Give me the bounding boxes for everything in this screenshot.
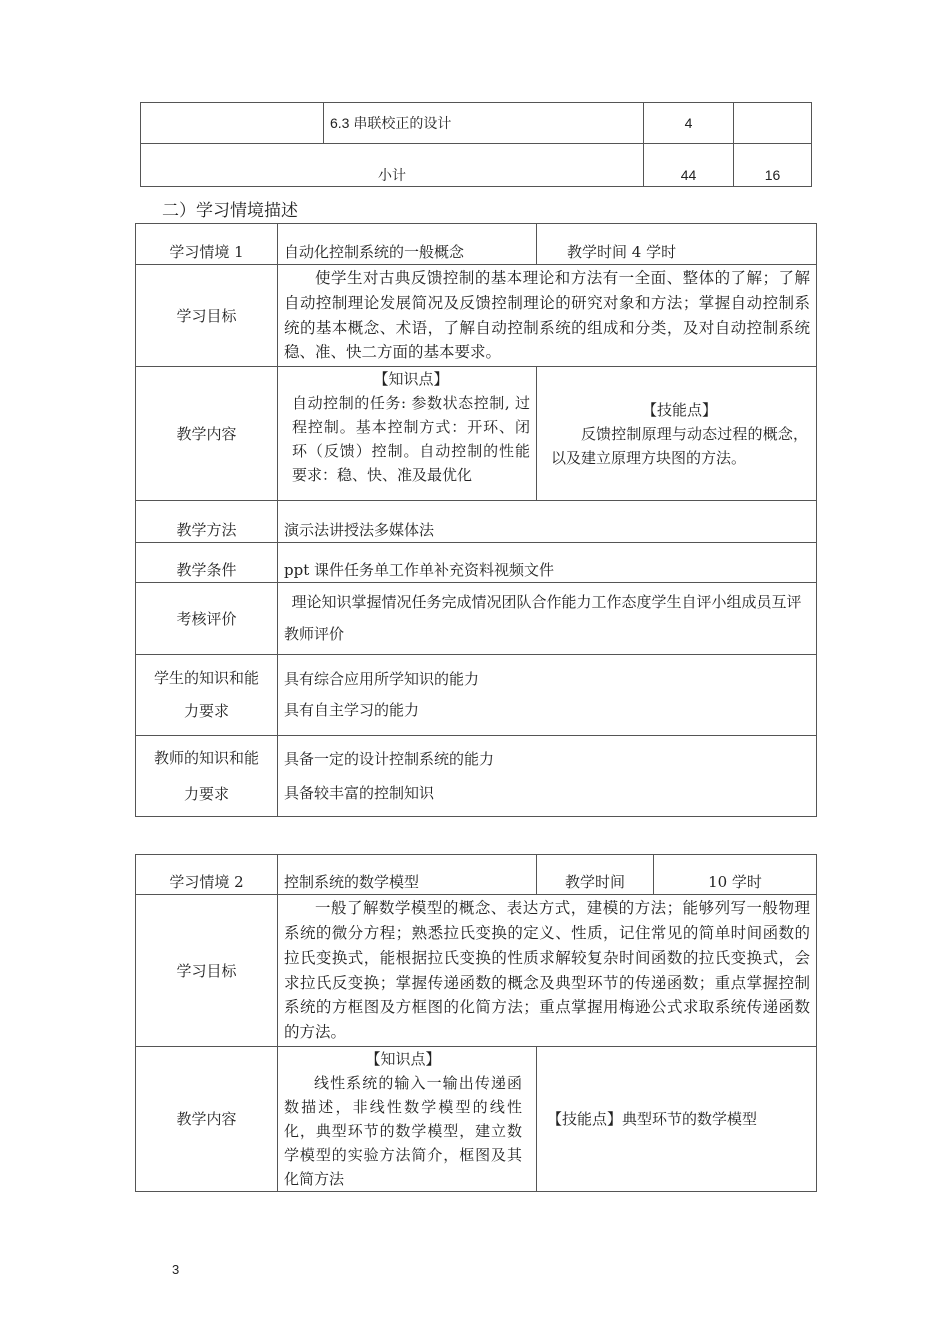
content-label: 教学内容 (136, 1047, 278, 1192)
situation-title: 自动化控制系统的一般概念 (278, 224, 537, 265)
student-req-label: 学生的知识和能 力要求 (136, 655, 278, 736)
situation-2-table (135, 854, 817, 1192)
goal-text: 使学生对古典反馈控制的基本理论和方法有一全面、整体的了解；了解自动控制理论发展简况及反馈控制理论的研究对象和方法；掌握自动控制系统的基本概念、术语，了解自动控制系统的组成和分类，及对自动控制系统稳、准、快二方面的基本要求。 (278, 265, 817, 367)
page-number: 3 (172, 1262, 180, 1277)
subtotal-practice: 16 (734, 144, 812, 187)
table-row (136, 895, 817, 1047)
condition-label: 教学条件 (136, 543, 278, 583)
method-text: 演示法讲授法多媒体法 (278, 501, 817, 543)
teaching-time-value: 10 学时 (654, 855, 817, 895)
subtotal-hours: 44 (644, 144, 734, 187)
skill-head: 【技能点】 (641, 400, 717, 419)
goal-text: 一般了解数学模型的概念、表达方式，建模的方法；能够列写一般物理系统的微分方程；熟悉拉氏变换的定义、性质，记住常见的简单时间函数的拉氏变换式，能根据拉氏变换的性质求解较复杂时间函数的拉氏变换式，会求拉氏反变换；掌握传递函数的概念及典型环节的传递函数；重点掌握控制系统的方框图及方框图的化简方法；重点掌握用梅逊公式求取系统传递函数的方法。 (278, 895, 817, 1047)
teaching-time: 教学时间 4 学时 (537, 224, 817, 265)
practice-cell (734, 103, 812, 144)
table-row (136, 583, 817, 655)
skill-text: 【技能点】典型环节的数学模型 (537, 1047, 817, 1192)
situation-label: 学习情境 1 (136, 224, 278, 265)
table-row (136, 736, 817, 817)
knowledge-head: 【知识点】 (373, 370, 449, 388)
teacher-req-label: 教师的知识和能 力要求 (136, 736, 278, 817)
table-row (136, 855, 817, 895)
table-row (136, 224, 817, 265)
condition-text: ppt 课件任务单工作单补充资料视频文件 (278, 543, 817, 583)
table-row (136, 367, 817, 501)
student-req-text: 具有综合应用所学知识的能力 具有自主学习的能力 (278, 655, 817, 736)
table-row (136, 655, 817, 736)
teacher-req-text: 具备一定的设计控制系统的能力 具备较丰富的控制知识 (278, 736, 817, 817)
item-cell: 6.3 串联校正的设计 (324, 103, 644, 144)
table-row (136, 501, 817, 543)
section-title: 二）学习情境描述 (162, 201, 298, 221)
situation-1-table (135, 223, 817, 817)
method-label: 教学方法 (136, 501, 278, 543)
table-row (141, 144, 812, 187)
knowledge-text: 线性系统的输入一输出传递函数描述，非线性数学模型的线性化，典型环节的数学模型，建立数学模型的实验方法简介，框图及其化简方法 (284, 1074, 522, 1188)
skill-cell (537, 367, 817, 501)
knowledge-head: 【知识点】 (365, 1050, 441, 1068)
situation-title: 控制系统的数学模型 (278, 855, 537, 895)
table-row (141, 103, 812, 144)
situation-label: 学习情境 2 (136, 855, 278, 895)
course-hours-table (140, 102, 812, 187)
skill-text: 反馈控制原理与动态过程的概念，以及建立原理方块图的方法。 (551, 424, 808, 467)
goal-label: 学习目标 (136, 895, 278, 1047)
table-row (136, 265, 817, 367)
table-row (136, 1047, 817, 1192)
table-row (136, 543, 817, 583)
goal-label: 学习目标 (136, 265, 278, 367)
knowledge-text: 自动控制的任务: 参数状态控制, 过程控制。基本控制方式：开环、闭环（反馈）控制。自动控制的性能要求：稳、快、准及最优化 (292, 394, 530, 484)
blank-cell (141, 103, 324, 144)
knowledge-cell (278, 367, 537, 501)
subtotal-label: 小计 (141, 144, 644, 187)
knowledge-cell (278, 1047, 537, 1192)
eval-label: 考核评价 (136, 583, 278, 655)
teaching-time-label: 教学时间 (537, 855, 654, 895)
eval-text: 理论知识掌握情况任务完成情况团队合作能力工作态度学生自评小组成员互评教师评价 (278, 583, 817, 655)
content-label: 教学内容 (136, 367, 278, 501)
hours-cell: 4 (644, 103, 734, 144)
